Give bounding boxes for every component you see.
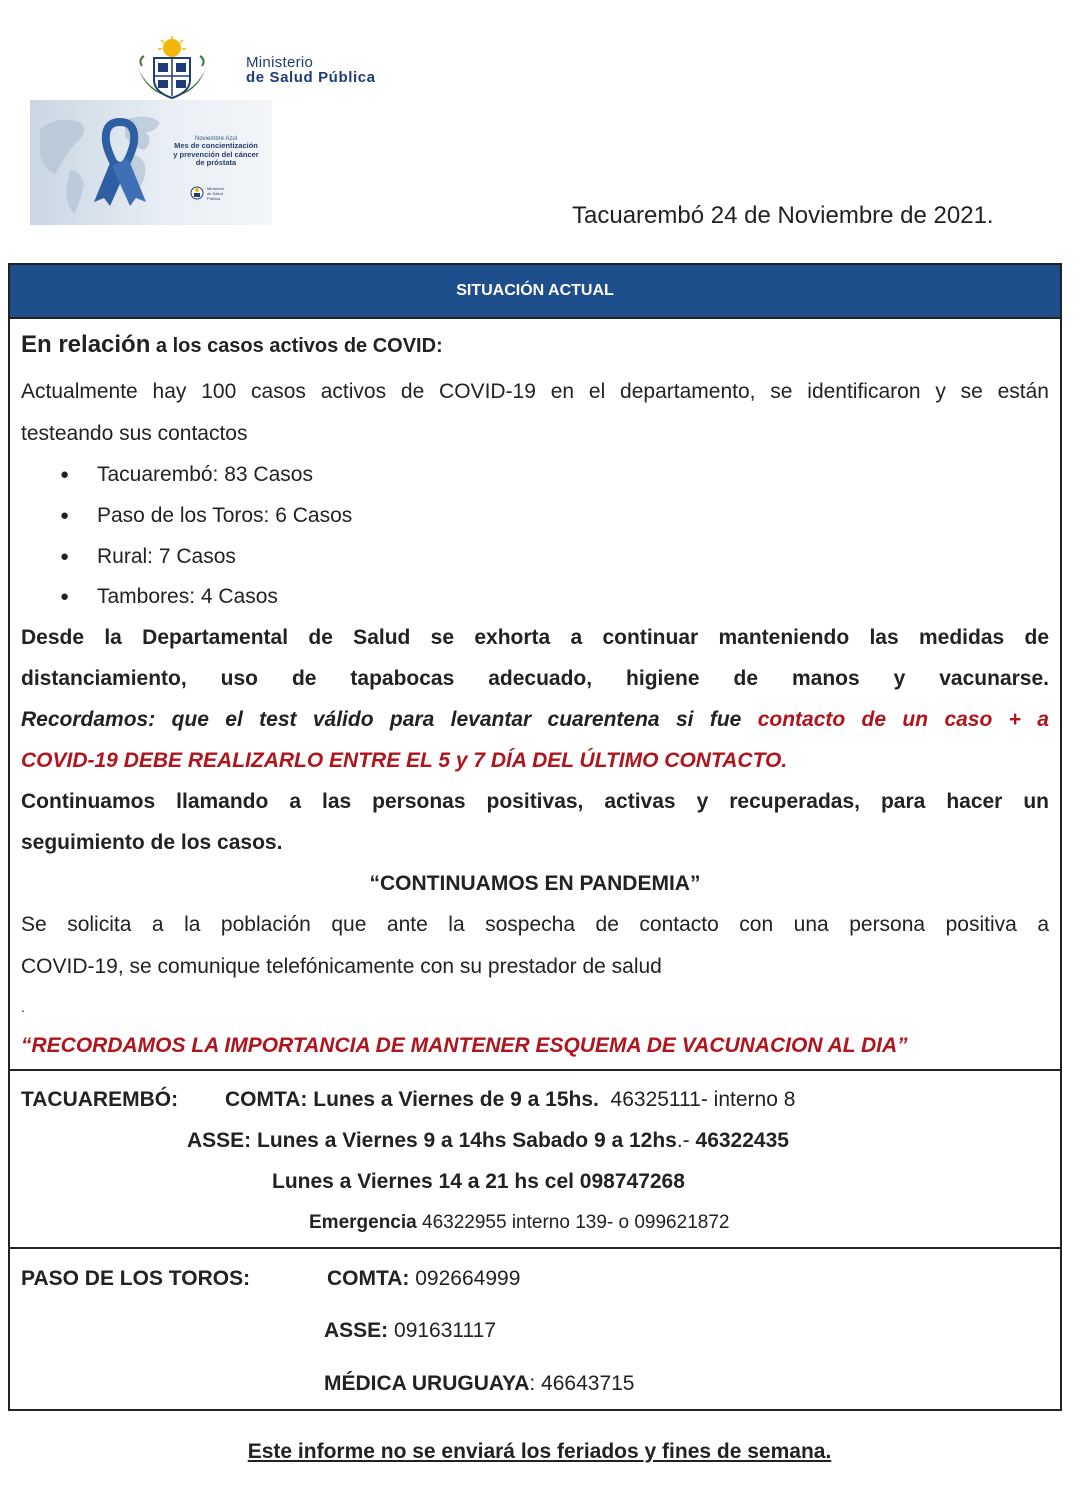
stray-dot: . <box>21 999 25 1015</box>
blue-ribbon-icon <box>90 118 150 208</box>
asse-label: ASSE: Lunes a Viernes 9 a 14hs Sabado 9 a 12hs <box>187 1129 677 1152</box>
intro-line1: Actualmente hay 100 casos activos de COVID-19 en el departamento, se identificaron y se están <box>21 380 1049 403</box>
reminder-text: Recordamos: que el test válido para levantar cuarentena si fue <box>21 708 758 731</box>
asse-separator: .- <box>676 1129 696 1152</box>
request-line2: COVID-19, se comunique telefónicamente con su prestador de salud <box>21 955 662 978</box>
heading-small: a los casos activos de COVID: <box>150 335 443 357</box>
tacuarembo-city: TACUAREMBÓ: <box>21 1088 179 1111</box>
list-item <box>60 543 236 571</box>
case-count: Tambores: 4 Casos <box>97 585 278 608</box>
banner-title-line2: y prevención del cáncer <box>173 149 259 159</box>
asse-tacuarembo <box>187 1127 789 1155</box>
exhort-line2: distanciamiento, uso de tapabocas adecuado, higiene de manos y vacunarse. <box>21 667 1049 690</box>
reminder-line2: COVID-19 DEBE REALIZARLO ENTRE EL 5 y 7 DÍA DEL ÚLTIMO CONTACTO. <box>21 749 788 772</box>
pandemic-slogan: “CONTINUAMOS EN PANDEMIA” <box>369 872 701 895</box>
prostate-awareness-banner <box>30 100 272 225</box>
follow-line1: Continuamos llamando a las personas positivas, activas y recuperadas, para hacer un <box>21 790 1049 813</box>
mini-line3: Pública <box>207 196 221 201</box>
report-date: Tacuarembó 24 de Noviembre de 2021. <box>572 202 994 229</box>
comta-paso-label: COMTA: <box>327 1267 410 1290</box>
request-line1: Se solicita a la población que ante la sospecha de contacto con una persona positiva a <box>21 913 1049 936</box>
list-item <box>60 583 278 611</box>
intro-line2: testeando sus contactos <box>21 422 248 445</box>
medica-phone: : 46643715 <box>529 1372 635 1395</box>
paso-contacts <box>10 1249 1060 1409</box>
comta-paso <box>327 1265 520 1293</box>
medica-paso <box>324 1370 634 1398</box>
emergency-label: Emergencia <box>309 1212 417 1233</box>
reminder-line1 <box>21 706 1049 734</box>
bullet-icon: ● <box>60 548 70 565</box>
paso-city: PASO DE LOS TOROS: <box>21 1267 251 1290</box>
footer-notice: Este informe no se enviará los feriados y fines de semana. <box>247 1440 832 1463</box>
bullet-icon: ● <box>60 507 70 524</box>
comta-label: COMTA: Lunes a Viernes de 9 a 15hs. <box>225 1088 599 1111</box>
comta-phone: 46325111- interno 8 <box>610 1088 796 1111</box>
banner-text <box>160 136 272 168</box>
mini-line1: Ministerio <box>207 186 225 191</box>
follow-line2: seguimiento de los casos. <box>21 831 283 854</box>
uruguay-coat-of-arms-logo <box>130 36 214 102</box>
heading-big: En relación <box>21 331 151 358</box>
mini-seal-logo <box>190 186 204 200</box>
comta-paso-phone: 092664999 <box>409 1267 521 1290</box>
box-title: SITUACIÓN ACTUAL <box>10 265 1060 319</box>
list-item <box>60 502 352 530</box>
mini-ministry-text <box>207 186 224 201</box>
medica-label: MÉDICA URUGUAYA <box>324 1372 530 1395</box>
bullet-icon: ● <box>60 588 70 605</box>
case-count: Rural: 7 Casos <box>97 545 236 568</box>
bullet-icon: ● <box>60 466 70 483</box>
exhort-line1: Desde la Departamental de Salud se exhorta a continuar manteniendo las medidas de <box>21 626 1049 649</box>
letterhead <box>0 0 1079 250</box>
evening-hours: Lunes a Viernes 14 a 21 hs cel 098747268 <box>272 1170 685 1193</box>
emergency-phone: 46322955 interno 139- o 099621872 <box>416 1212 730 1233</box>
list-item <box>60 461 313 489</box>
asse-paso <box>324 1317 496 1345</box>
asse-paso-phone: 091631117 <box>388 1319 497 1342</box>
banner-title-line1: Mes de concientización <box>174 141 258 150</box>
case-count: Paso de los Toros: 6 Casos <box>97 504 353 527</box>
banner-title-line3: de próstata <box>195 158 237 167</box>
case-count: Tacuarembó: 83 Casos <box>97 463 313 486</box>
vaccination-reminder: “RECORDAMOS LA IMPORTANCIA DE MANTENER ESQUEMA DE VACUNACION AL DIA” <box>21 1034 908 1057</box>
reminder-highlight: contacto de un caso + a <box>757 708 1049 731</box>
mini-line2: de Salud <box>207 191 223 196</box>
report-box <box>8 263 1062 1411</box>
tacuarembo-contacts <box>10 1071 1060 1249</box>
section-heading <box>21 331 1049 360</box>
banner-month: Noviembre Azul <box>194 136 238 142</box>
ministry-name <box>246 55 376 85</box>
ministry-line1: Ministerio <box>246 54 314 71</box>
asse-paso-label: ASSE: <box>324 1319 389 1342</box>
situation-section <box>10 319 1060 1071</box>
comta-tacuarembo <box>225 1086 795 1114</box>
emergency-line <box>309 1209 729 1237</box>
ministry-line2: de Salud Pública <box>246 69 376 86</box>
asse-phone: 46322435 <box>695 1129 789 1152</box>
